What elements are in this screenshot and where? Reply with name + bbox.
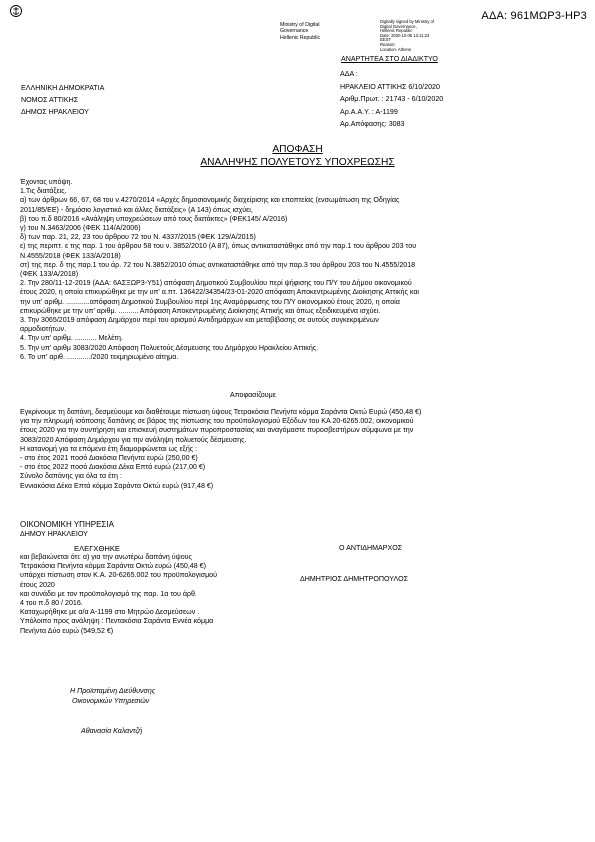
deputy-mayor-name: ΔΗΜΗΤΡΙΟΣ ΔΗΜΗΤΡΟΠΟΥΛΟΣ [300, 575, 408, 583]
body-line: 1.Τις διατάξεις. [20, 187, 67, 196]
finance-line: 4 του π.δ 80 / 2016. [20, 599, 83, 608]
finance-line: έτους 2020 [20, 580, 55, 589]
body-line: β) του π.δ 80/2016 «Ανάληψη υποχρεώσεων από τους διατάκτες» (ΦΕΚ145/ Α/2016) [20, 214, 288, 223]
deputy-mayor-title: Ο ΑΝΤΙΔΗΜΑΡΧΟΣ [339, 544, 403, 552]
reference-header [340, 68, 443, 131]
decision-line: για την πληρωμή ισόποσης δαπάνης σε βάρος της πίστωσης του προϋπολογισμού Εξόδων του ΚΑ 20-6265.002, οικονομικού [20, 417, 414, 426]
decision-line: - στο έτος 2021 ποσό Διακόσια Πενήντα ευρώ (250,00 €) [20, 454, 198, 463]
signature-line: Hellenic Republic [380, 28, 413, 34]
body-line: γ) του Ν.3463/2006 (ΦΕΚ 114/Α/2006) [20, 224, 141, 233]
body-line: στ) της περ. δ της παρ.1 του άρ. 72 του Ν.3852/2010 όπως αντικαταστάθηκε από την παρ.3 του άρθρου 203 του Ν.4555/2018 [20, 260, 416, 269]
body-line: την υπ' αριθμ. ............απόφαση Δημοτικού Συμβουλίου περί 1ης Αναμόρφωσης του Π/Υ οικονομικού έτους 2020, η οποία [20, 297, 400, 306]
digital-signature-block [380, 20, 440, 52]
body-line: ε) της περιπτ. ε της παρ. 1 του άρθρου 58 του ν. 3852/2010 (Α 87), όπως αντικαταστάθηκε από την παρ.1 του άρθρου 203 του [20, 242, 417, 251]
finance-line: και συνάδει με τον προϋπολογισμό της παρ. 1α του άρθ. [20, 589, 197, 598]
body-line: 4. Την υπ' αριθμ. ........... Μελέτη. [20, 334, 123, 343]
finance-line: Πενήντα Δύο ευρώ (549,52 €) [20, 626, 114, 635]
ada-code: ΑΔΑ: 961ΜΩΡ3-ΗΡ3 [481, 10, 587, 22]
signature-line: Digital Governance, [380, 23, 417, 29]
finance-header-line: ΟΙΚΟΝΟΜΙΚΗ ΥΠΗΡΕΣΙΑ [20, 520, 114, 529]
issuer-header [21, 82, 104, 119]
director-name: Αθανασία Καλαντζή [81, 727, 143, 735]
checked-label: ΕΛΕΓΧΘΗΚΕ [74, 544, 120, 553]
finance-line: Τετρακόσια Πενήντα κόμμα Σαράντα Οκτώ ευρώ (450,48 €) [20, 562, 206, 571]
greek-emblem-icon [9, 4, 23, 18]
ministry-line: Hellenic Republic [280, 34, 321, 41]
director-line: Η Προϊσταμένη Διεύθυνσης [70, 687, 156, 695]
body-line: (ΦΕΚ 133/Α/2018) [20, 270, 79, 279]
director-title [70, 686, 155, 706]
decision-line: Εννιακόσια Δέκα Επτά κόμμα Σαράντα Οκτώ ευρώ (917,48 €) [20, 481, 214, 490]
body-line: α) των άρθρων 66, 67, 68 του ν.4270/2014 «Αρχές δημοσιονομικής διαχείρισης και εποπτείας (ενσωμάτωση της Οδηγίας [20, 196, 400, 205]
decision-line: - στο έτος 2022 ποσό Διακόσια Δέκα Επτά ευρώ (217,00 €) [20, 463, 206, 472]
issuer-line: ΝΟΜΟΣ ΑΤΤΙΚΗΣ [21, 96, 79, 105]
issuer-line: ΔΗΜΟΣ ΗΡΑΚΛΕΙΟΥ [21, 108, 89, 117]
body-line: Ν.4555/2018 (ΦΕΚ 133/Α/2018) [20, 251, 121, 260]
finance-certification-text [20, 553, 217, 636]
issuer-line: ΕΛΛΗΝΙΚΗ ΔΗΜΟΚΡΑΤΙΑ [21, 84, 105, 92]
body-line: 5. Την υπ' αριθμ 3083/2020 Απόφαση Πολυετούς Δέσμευσης του Δημάρχου Ηρακλείου Αττικής. [20, 343, 319, 352]
decision-line: 3083/2020 Απόφαση Δημάρχου για την ανάληψη πολυετούς δέσμευσης. [20, 435, 247, 444]
reference-line: Αριθμ.Πρωτ. : 21743 - 6/10/2020 [340, 95, 444, 104]
reference-line: ΗΡΑΚΛΕΙΟ ΑΤΤΙΚΗΣ 6/10/2020 [340, 82, 440, 91]
decision-line: Η κατανομή για τα επόμενα έτη διαμορφώνεται ως εξής : [20, 444, 198, 453]
decision-title [0, 144, 595, 169]
signature-line: Reason: [380, 41, 396, 47]
finance-line: Υπόλοιπο προς ανάληψη : Πεντακόσια Σαράντα Εννέα κόμμα [20, 617, 214, 626]
ministry-block [280, 22, 320, 41]
body-line: επικυρώθηκε με την υπ' αριθμ. .......... Απόφαση Αποκεντρωμένης Διοίκησης Αττικής και όπως εξειδικευμένα ισχύει. [20, 306, 381, 315]
considerations-text [20, 178, 419, 362]
signature-line: Date: 2020.10.06 13:11:23 [380, 32, 430, 38]
body-line: 3. Την 3065/2019 απόφαση Δημάρχου περί του ορισμού Αντιδημάρχων και μεταβίβασης σε αυτούς συγκεκριμένων [20, 316, 379, 325]
signature-line: Digitally signed by Ministry of [380, 19, 434, 24]
decision-line: Εγκρίνουμε τη δαπάνη, δεσμεύουμε και διαθέτουμε πίστωση ύψους Τετρακόσια Πενήντα κόμμα Σαράντα Οκτώ Ευρώ (450,48 €) [20, 408, 422, 416]
decision-line: έτους 2020 για την συντήρηση και επισκευή συστημάτων πυροπροστασίας και αναγόμαστε πυροσβεστήρων σύμφωνα με την [20, 426, 414, 435]
finance-line: υπάρχει πίστωση στον Κ.Α. 20-6265.002 του προϋπολογισμού [20, 571, 218, 580]
ministry-line: Governance [280, 28, 309, 35]
body-line: δ) των παρ. 21, 22, 23 του άρθρου 72 του Ν. 4337/2015 (ΦΕΚ 129/Α/2015) [20, 233, 256, 242]
body-line: 6. Το υπ' αριθ. ............/2020 τεκμηριωμένο αίτημα. [20, 352, 179, 361]
reference-line: Αρ.Απόφασης: 3083 [340, 120, 405, 129]
body-line: 2011/85/ΕΕ) - δημόσιο λογιστικό και άλλες διατάξεις» (Α 143) όπως ισχύει, [20, 205, 253, 214]
director-line: Οικονομικών Υπηρεσιών [72, 697, 150, 705]
finance-header-line: ΔΗΜΟΥ ΗΡΑΚΛΕΙΟΥ [20, 530, 88, 538]
ministry-line: Ministry of Digital [280, 22, 320, 28]
title-line: ΑΝΑΛΗΨΗΣ ΠΟΛΥΕΤΟΥΣ ΥΠΟΧΡΕΩΣΗΣ [200, 156, 395, 168]
signature-line: EEST [380, 37, 391, 43]
decision-line: Σύνολο δαπάνης για όλα τα έτη : [20, 472, 122, 481]
body-line: 2. Την 280/11-12-2019 (ΑΔΑ: 6ΑΣΞΩΡ3-Υ51) απόφαση Δημοτικού Συμβουλίου περί ψήφισης του Π/Υ του Δήμου οικονομικού [20, 279, 412, 288]
finance-line: και βεβαιώνεται ότι: α) για την ανωτέρω δαπάνη ύψους [20, 553, 192, 561]
finance-line: Καταχωρήθηκε με α/α Α-1199 στο Μητρώο Δεσμεύσεων . [20, 608, 200, 617]
approve-heading: Αποφασίζουμε [230, 391, 276, 399]
finance-service-header [20, 520, 114, 539]
reference-line: Αρ.Α.Α.Υ. : Α-1199 [340, 107, 398, 116]
reference-line: ΑΔΑ : [340, 70, 358, 78]
body-line: αρμοδιοτήτων. [20, 325, 67, 334]
publish-online-label: ΑΝΑΡΤΗΤΕΑ ΣΤΟ ΔΙΑΔΙΚΤΥΟ [341, 55, 438, 63]
title-line: ΑΠΟΦΑΣΗ [272, 144, 323, 155]
signature-line: Location: Athens [380, 46, 411, 52]
decision-text [20, 408, 421, 491]
body-line: έτους 2020, η οποία επικυρώθηκε με την υπ' α.πτ. 136422/34354/23-01-2020 απόφαση Αποκεντρωμένης Διοίκησης Αττικής και [20, 288, 420, 297]
body-line: Έχοντας υπόψη. [20, 178, 73, 186]
